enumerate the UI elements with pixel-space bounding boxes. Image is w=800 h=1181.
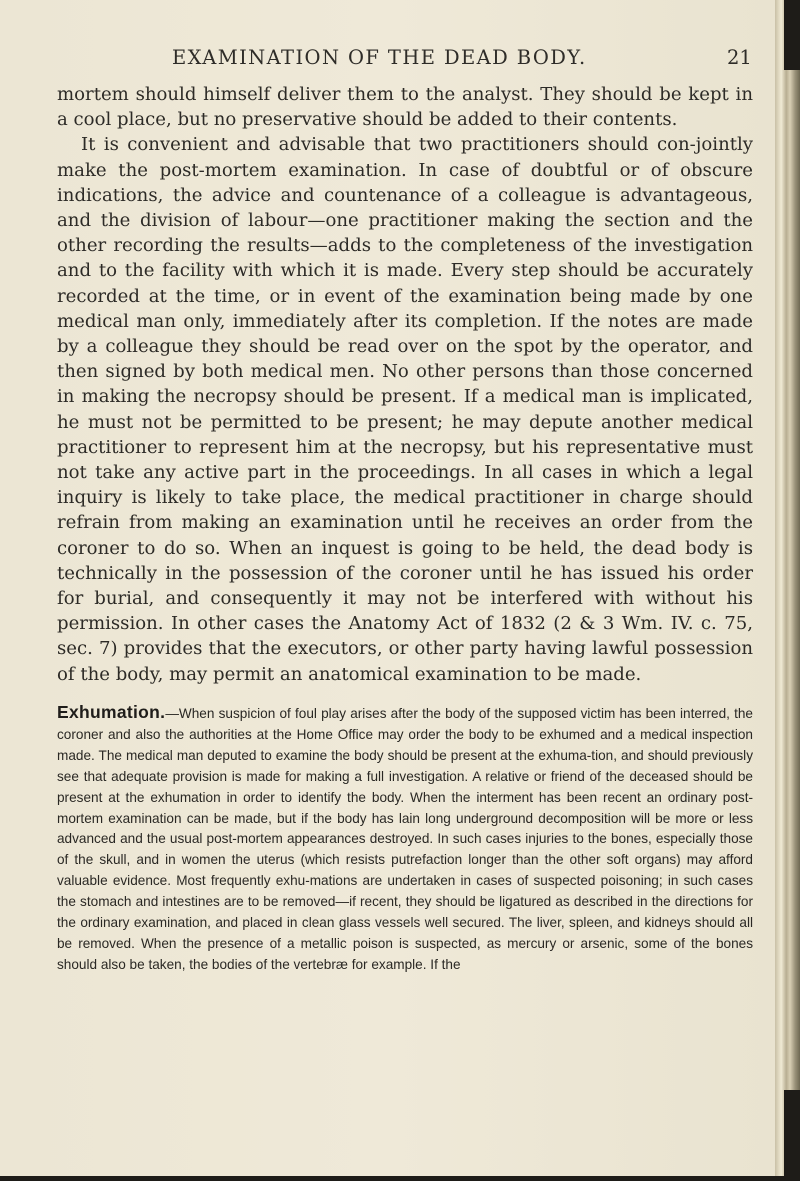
paragraph-continued: mortem should himself deliver them to the analyst. They should be kept in a cool place, but no preservative should be added to their contents.	[57, 84, 753, 131]
paragraph-practitioners-text: It is convenient and advisable that two practitioners should con-jointly make the post-mortem examination. In case of doubtful or of obscure indications, the advice and countenance of a colleague is advantageous, and the division of labour—one practitioner making the section and the other recording the results—adds to the completeness of the investigation and to the facility with which it is made. Every step should be accurately recorded at the time, or in event of the examination being made by one medical man only, immediately after its completion. If the notes are made by a colleague they should be read over on the spot by the operator, and then signed by both medical men. No other persons than those concerned in making the necropsy should be present. If a medical man is implicated, he must not be permitted to be present; he may depute another medical practitioner to represent him at the necropsy, but his representative must not take any active part in the proceedings. In all cases in which a legal inquiry is likely to take place, the medical practitioner in charge should refrain from making an examination until he receives an order from the coroner to do so. When an inquest is going to be held, the dead body is technically in the possession of the coroner until he has issued his order for burial, and consequently it may not be interfered with without his permission. In other cases the Anatomy Act of 1832 (2 & 3 Wm. IV. c. 75, sec. 7) provides that the executors, or other party having lawful possession of the body, may permit an anatomical examination to be made.	[57, 134, 753, 685]
paragraph-practitioners	[57, 132, 753, 686]
section-heading: Exhumation.	[57, 702, 166, 722]
page-header	[0, 46, 775, 72]
page-bottom-shadow	[0, 1176, 800, 1181]
main-text	[57, 82, 753, 687]
page-edge-shadow-top	[784, 0, 800, 70]
page-edge	[775, 0, 800, 1181]
page-edge-shadow-bottom	[784, 1090, 800, 1181]
exhumation-section	[57, 702, 753, 976]
running-head: EXAMINATION OF THE DEAD BODY.	[172, 46, 587, 69]
page-number: 21	[727, 46, 752, 69]
section-text: —When suspicion of foul play arises after the body of the supposed victim has been interred, the coroner and also the authorities at the Home Office may order the body to be exhumed and a medical inspection made. The medical man deputed to examine the body should be present at the exhuma-tion, and should previously see that adequate provision is made for making a full investigation. A relative or friend of the deceased should be present at the exhumation in order to identify the body. When the interment has been recent an ordinary post-mortem examination can be made, but if the body has lain long underground decomposition will be more or less advanced and the usual post-mortem appearances destroyed. In such cases injuries to the bones, especially those of the skull, and in women the uterus (which resists putrefaction longer than the other soft organs) may afford valuable evidence. Most frequently exhu-mations are undertaken in cases of suspected poisoning; in such cases the stomach and intestines are to be removed—if recent, they should be ligatured as described in the directions for the ordinary examination, and placed in clean glass vessels well secured. The liver, spleen, and kidneys should all be removed. When the presence of a metallic poison is suspected, as mercury or arsenic, some of the bones should also be taken, the bodies of the vertebræ for example. If the	[57, 706, 753, 972]
